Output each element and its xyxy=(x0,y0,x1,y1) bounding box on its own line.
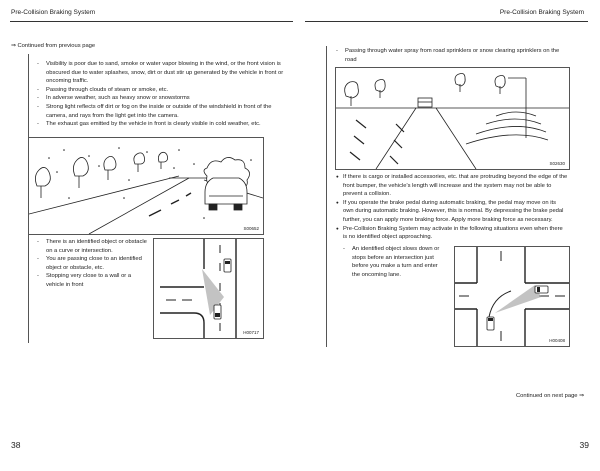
notes-bullets xyxy=(336,173,568,242)
condition-item: - Strong light reflects off dirt or fog on the inside or outside of the windshield in front of the camera, and rays from the light get into the camera. xyxy=(37,103,290,120)
conditions-list xyxy=(37,60,290,129)
condition-item: - Visibility is poor due to sand, smoke or water vapor blowing in the wind, or the front vision is obscured due to water splashes, snow, dirt or dust stir up generated by the vehicle in front or oncoming traffic. xyxy=(37,60,290,86)
figure-code: S00652 xyxy=(243,226,259,231)
note-bullet: ● If there is cargo or installed accessories, etc. that are protruding beyond the edge of the front bumper, the vehicle's length will increase and the system may not be able to prevent a collision. xyxy=(336,173,568,199)
spray-item: - Passing through water spray from road sprinklers or snow clearing sprinklers on the road xyxy=(336,47,568,64)
intersection-turn-illustration xyxy=(455,247,569,346)
figure-intersection-turn xyxy=(454,246,570,347)
left-page-number: 38 xyxy=(11,440,21,450)
sprinkler-illustration xyxy=(336,68,569,169)
left-header-rule xyxy=(10,21,293,22)
obstacle-list-block xyxy=(37,238,149,290)
condition-item: - The exhaust gas emitted by the vehicle in front is clearly visible in cold weather, etc. xyxy=(37,120,290,129)
condition-item: - Passing through clouds of steam or smoke, etc. xyxy=(37,86,290,95)
right-header-title: Pre-Collision Braking System xyxy=(499,9,584,16)
spray-item-block xyxy=(336,47,568,64)
spray-list xyxy=(336,47,568,64)
right-header-rule xyxy=(305,21,588,22)
right-indent-line xyxy=(326,46,327,347)
poor-visibility-illustration xyxy=(29,138,263,234)
continued-from-previous: ⇒ Continued from previous page xyxy=(11,43,96,49)
figure-code: S02630 xyxy=(549,161,565,166)
conditions-list-block xyxy=(37,60,290,129)
figure-code: H00408 xyxy=(549,338,565,343)
notes-bullets-block xyxy=(336,173,568,242)
obstacle-item: - Stopping very close to a wall or a vehicle in front xyxy=(37,272,149,289)
figure-sprinkler-spray xyxy=(335,67,570,170)
obstacle-item: - There is an identified object or obstacle on a curve or intersection. xyxy=(37,238,149,255)
left-header-title: Pre-Collision Braking System xyxy=(11,9,96,16)
note-bullet: ● If you operate the brake pedal during automatic braking, the pedal may move on its own during automatic braking. However, this is normal. By depressing the brake pedal further, you can apply more braking force. Apply more braking force as necessary. xyxy=(336,199,568,225)
sub-item-block xyxy=(343,245,444,279)
obstacle-list xyxy=(37,238,149,290)
obstacle-item: - You are passing close to an identified object or obstacle, etc. xyxy=(37,255,149,272)
sub-item: - An identified object slows down or stops before an intersection just before you make a turn and enter the oncoming lane. xyxy=(343,245,444,279)
sub-item-list xyxy=(343,245,444,279)
figure-code: H00717 xyxy=(243,330,259,335)
continued-on-next: Continued on next page ⇒ xyxy=(515,393,584,399)
note-bullet: ● Pre-Collision Braking System may activate in the following situations even when there is no identified object approaching. xyxy=(336,225,568,242)
figure-poor-visibility xyxy=(28,137,264,235)
right-page-number: 39 xyxy=(579,440,589,450)
figure-intersection-curve xyxy=(153,238,264,339)
intersection-curve-illustration xyxy=(154,239,263,338)
condition-item: - In adverse weather, such as heavy snow or snowstorms xyxy=(37,94,290,103)
